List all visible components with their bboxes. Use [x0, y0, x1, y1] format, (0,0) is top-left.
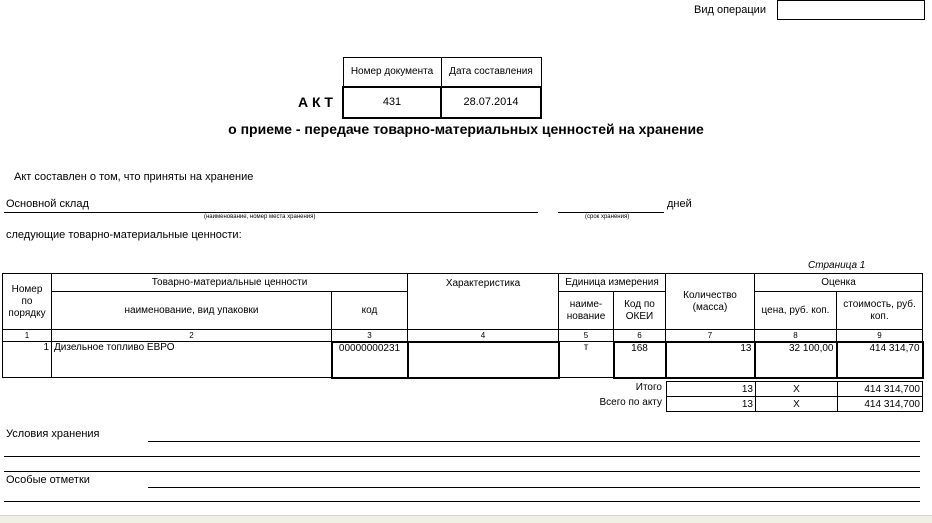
operation-label: Вид операции — [694, 4, 766, 16]
notes-line-2[interactable] — [4, 501, 920, 502]
col-num-2: 2 — [52, 330, 332, 342]
doc-date-header: Дата составления — [441, 58, 541, 87]
following-text: следующие товарно-материальные ценности: — [6, 229, 242, 241]
header-unit: Единица измерения — [559, 274, 666, 292]
row-num: 1 — [3, 342, 52, 378]
header-cost: стоимость, руб. коп. — [837, 292, 923, 330]
header-price: цена, руб. коп. — [755, 292, 837, 330]
total-row — [667, 382, 923, 397]
doc-date[interactable]: 28.07.2014 — [441, 87, 541, 118]
col-num-8: 8 — [755, 330, 837, 342]
total-qty: 13 — [667, 382, 756, 397]
intro-text: Акт составлен о том, что приняты на хранение — [14, 171, 254, 183]
col-num-6: 6 — [614, 330, 666, 342]
term-caption: (срок хранения) — [585, 214, 630, 220]
row-code[interactable]: 00000000231 — [332, 342, 408, 378]
header-name: наименование, вид упаковки — [52, 292, 332, 330]
col-num-7: 7 — [666, 330, 755, 342]
col-num-3: 3 — [332, 330, 408, 342]
warehouse-value[interactable]: Основной склад — [6, 198, 89, 210]
storage-conditions-label: Условия хранения — [6, 428, 100, 440]
grand-total-cost: 414 314,700 — [838, 397, 923, 412]
header-char: Характеристика — [408, 274, 559, 330]
col-num-4: 4 — [408, 330, 559, 342]
grand-total-label: Всего по акту — [599, 397, 662, 408]
term-unit: дней — [667, 198, 692, 210]
header-code: код — [332, 292, 408, 330]
warehouse-caption: (наименование, номер места хранения) — [204, 214, 316, 220]
col-num-5: 5 — [559, 330, 614, 342]
row-unit[interactable]: т — [559, 342, 614, 378]
totals-table — [666, 381, 923, 412]
grand-total-price: Х — [756, 397, 838, 412]
doc-number[interactable]: 431 — [343, 87, 441, 118]
header-tmc: Товарно-материальные ценности — [52, 274, 408, 292]
grand-total-row — [667, 397, 923, 412]
header-num: Номер по порядку — [3, 274, 52, 330]
header-okei: Код по ОКЕИ — [614, 292, 666, 330]
col-num-1: 1 — [3, 330, 52, 342]
notes-line-1[interactable] — [148, 487, 920, 488]
page-label: Страница 1 — [808, 260, 866, 271]
col-num-9: 9 — [837, 330, 923, 342]
row-name[interactable]: Дизельное топливо ЕВРО — [52, 342, 332, 378]
table-row — [3, 342, 923, 378]
row-qty[interactable]: 13 — [666, 342, 755, 378]
grand-total-qty: 13 — [667, 397, 756, 412]
total-price: Х — [756, 382, 838, 397]
act-subtitle: о приеме - передаче товарно-материальных ценностей на хранение — [228, 121, 704, 137]
header-unit-name: наиме- нование — [559, 292, 614, 330]
act-title: А К Т — [298, 94, 333, 110]
header-qty: Количество (масса) — [666, 274, 755, 330]
term-line — [558, 212, 664, 213]
row-okei[interactable]: 168 — [614, 342, 666, 378]
row-price[interactable]: 32 100,00 — [755, 342, 837, 378]
special-notes-label: Особые отметки — [6, 474, 90, 486]
goods-table — [2, 273, 924, 379]
storage-conditions-line[interactable] — [148, 441, 920, 442]
doc-number-header: Номер документа — [343, 58, 441, 87]
storage-conditions-line-2[interactable] — [4, 456, 920, 457]
total-cost: 414 314,700 — [838, 382, 923, 397]
header-eval: Оценка — [755, 274, 923, 292]
row-char[interactable] — [408, 342, 559, 378]
row-cost[interactable]: 414 314,70 — [837, 342, 923, 378]
total-label: Итого — [635, 382, 662, 393]
notes-line-0[interactable] — [4, 471, 920, 472]
operation-field[interactable] — [777, 0, 925, 20]
warehouse-line — [4, 212, 538, 213]
doc-header-table — [342, 57, 542, 119]
